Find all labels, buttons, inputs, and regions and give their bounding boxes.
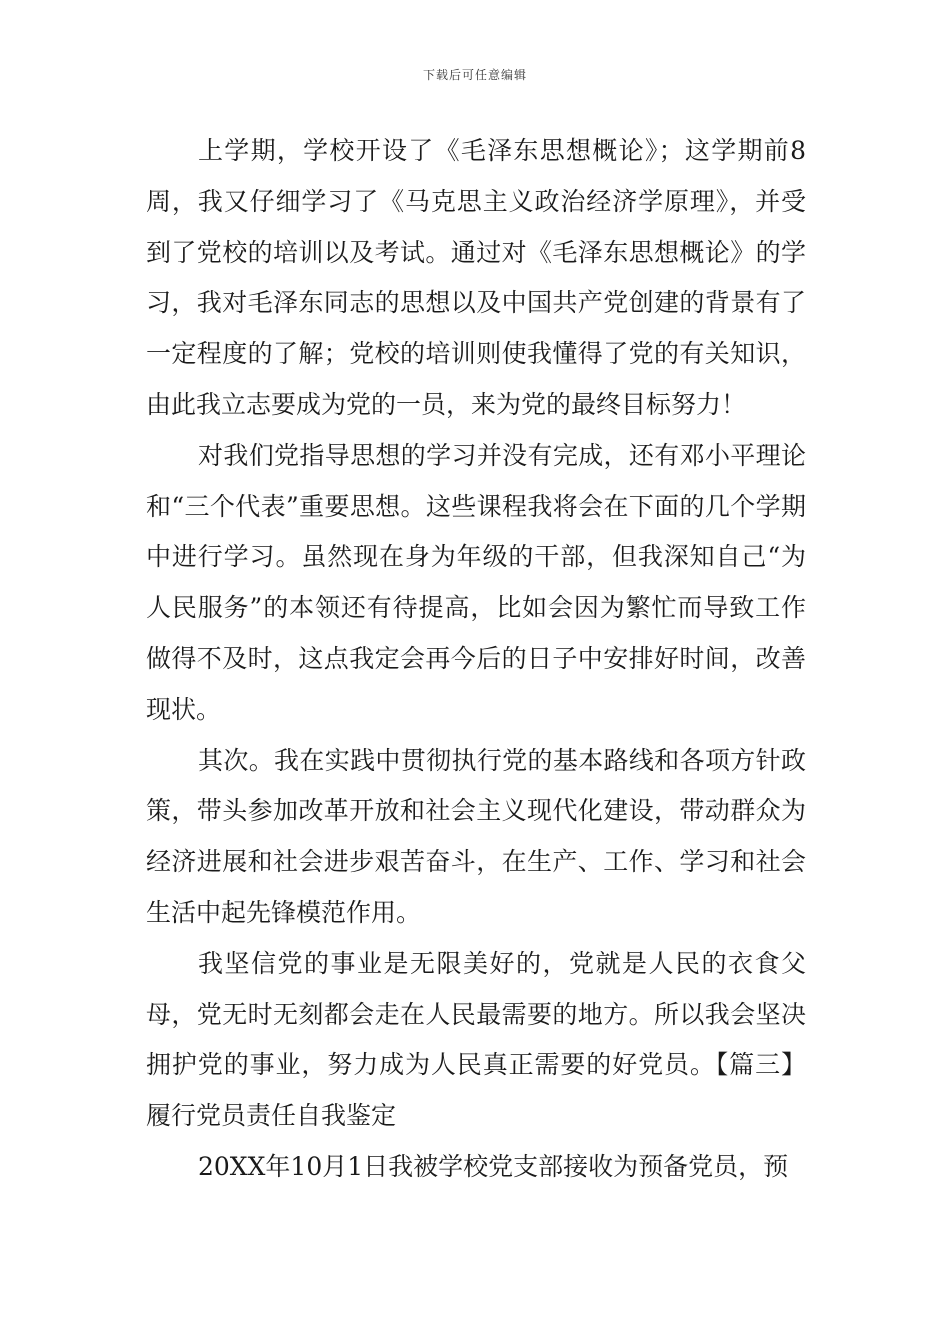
paragraph-5: 20XX年10月1日我被学校党支部接收为预备党员，预 (198, 1151, 789, 1181)
document-body (146, 126, 806, 1193)
paragraph-3: 其次。我在实践中贯彻执行党的基本路线和各项方针政策，带头参加改革开放和社会主义现代化建设，带动群众为经济进展和社会进步艰苦奋斗，在生产、工作、学习和社会生活中起先锋模范作用。 (146, 745, 806, 927)
paragraph-4: 我坚信党的事业是无限美好的，党就是人民的衣食父母，党无时无刻都会走在人民最需要的地方。所以我会坚决拥护党的事业，努力成为人民真正需要的好党员。【篇三】履行党员责任自我鉴定 (146, 948, 806, 1131)
paragraph-1: 上学期，学校开设了《毛泽东思想概论》；这学期前8周，我又仔细学习了《马克思主义政治经济学原理》，并受到了党校的培训以及考试。通过对《毛泽东思想概论》的学习，我对毛泽东同志的思想以及中国共产党创建的背景有了一定程度的了解；党校的培训则使我懂得了党的有关知识，由此我立志要成为党的一员，来为党的最终目标努力！ (146, 136, 806, 419)
page-header: 下载后可任意编辑 (422, 68, 527, 82)
paragraph-2: 对我们党指导思想的学习并没有完成，还有邓小平理论和“三个代表”重要思想。这些课程我将会在下面的几个学期中进行学习。虽然现在身为年级的干部，但我深知自己“为人民服务”的本领还有待提高，比如会因为繁忙而导致工作做得不及时，这点我定会再今后的日子中安排好时间，改善现状。 (146, 440, 806, 724)
